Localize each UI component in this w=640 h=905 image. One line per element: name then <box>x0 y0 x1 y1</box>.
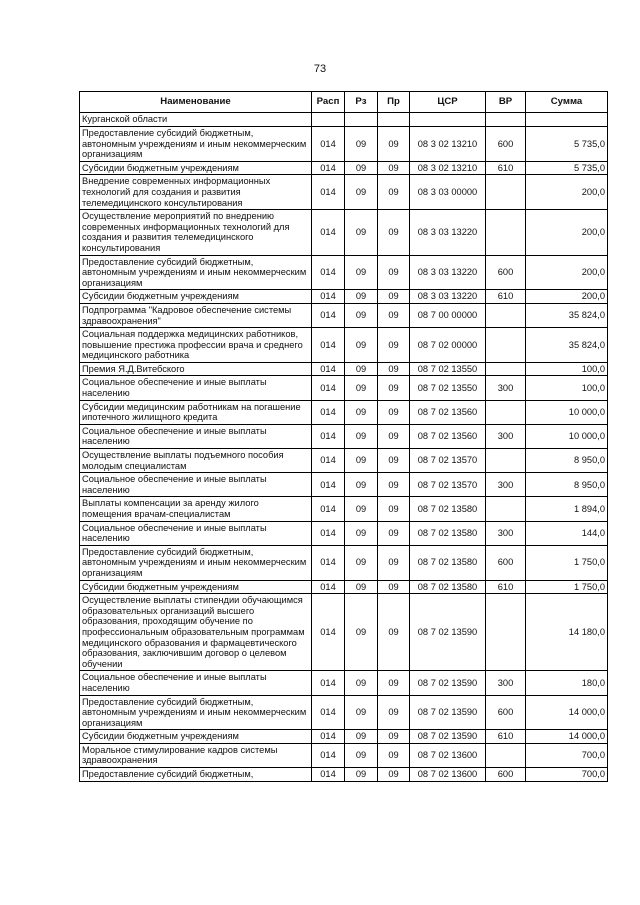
row-csr: 08 7 02 13590 <box>410 594 486 671</box>
row-name: Осуществление мероприятий по внедрению современных информационных технологий для создания и развития телемедицинского консультирования <box>80 210 312 255</box>
table-row <box>80 449 608 473</box>
row-vr: 600 <box>486 768 526 782</box>
row-vr <box>486 113 526 127</box>
row-rasp: 014 <box>312 175 345 210</box>
row-csr: 08 7 02 13550 <box>410 362 486 376</box>
header-vr: ВР <box>486 92 526 113</box>
row-vr: 300 <box>486 424 526 448</box>
row-vr <box>486 210 526 255</box>
row-rasp: 014 <box>312 695 345 730</box>
table-row <box>80 127 608 162</box>
row-sum: 200,0 <box>526 290 608 304</box>
row-csr: 08 3 02 13210 <box>410 127 486 162</box>
row-csr: 08 7 02 13580 <box>410 497 486 521</box>
row-vr <box>486 743 526 767</box>
row-csr: 08 7 02 13550 <box>410 376 486 400</box>
row-vr <box>486 497 526 521</box>
row-rz: 09 <box>345 255 378 290</box>
row-rz: 09 <box>345 671 378 695</box>
row-name: Социальная поддержка медицинских работников, повышение престижа профессии врача и среднего медицинского работника <box>80 328 312 363</box>
row-sum <box>526 113 608 127</box>
header-csr: ЦСР <box>410 92 486 113</box>
row-rasp: 014 <box>312 671 345 695</box>
row-name: Премия Я.Д.Витебского <box>80 362 312 376</box>
row-name: Выплаты компенсации за аренду жилого помещения врачам-специалистам <box>80 497 312 521</box>
row-sum: 35 824,0 <box>526 328 608 363</box>
row-vr <box>486 449 526 473</box>
row-sum: 10 000,0 <box>526 424 608 448</box>
row-rz: 09 <box>345 400 378 424</box>
row-vr <box>486 594 526 671</box>
row-rasp: 014 <box>312 497 345 521</box>
row-csr <box>410 113 486 127</box>
header-rz: Рз <box>345 92 378 113</box>
row-vr <box>486 400 526 424</box>
row-rasp: 014 <box>312 449 345 473</box>
row-pr: 09 <box>378 161 410 175</box>
row-vr <box>486 175 526 210</box>
row-sum: 14 000,0 <box>526 730 608 744</box>
row-rasp: 014 <box>312 768 345 782</box>
row-sum: 700,0 <box>526 768 608 782</box>
row-pr: 09 <box>378 376 410 400</box>
row-rasp: 014 <box>312 743 345 767</box>
table-row <box>80 424 608 448</box>
table-row <box>80 743 608 767</box>
table-row <box>80 175 608 210</box>
row-name: Социальное обеспечение и иные выплаты населению <box>80 671 312 695</box>
row-pr: 09 <box>378 594 410 671</box>
row-sum: 1 750,0 <box>526 545 608 580</box>
table-row <box>80 473 608 497</box>
table-row <box>80 161 608 175</box>
row-sum: 144,0 <box>526 521 608 545</box>
row-sum: 10 000,0 <box>526 400 608 424</box>
row-csr: 08 7 02 13600 <box>410 743 486 767</box>
row-pr: 09 <box>378 175 410 210</box>
row-rz: 09 <box>345 303 378 327</box>
row-rz: 09 <box>345 743 378 767</box>
row-vr: 610 <box>486 730 526 744</box>
row-csr: 08 7 02 13560 <box>410 400 486 424</box>
row-csr: 08 7 02 13580 <box>410 545 486 580</box>
row-name: Предоставление субсидий бюджетным, автономным учреждениям и иным некоммерческим организациям <box>80 695 312 730</box>
row-pr: 09 <box>378 303 410 327</box>
row-rz: 09 <box>345 376 378 400</box>
row-rz: 09 <box>345 580 378 594</box>
row-vr: 600 <box>486 127 526 162</box>
row-sum: 200,0 <box>526 175 608 210</box>
table-row <box>80 113 608 127</box>
budget-table <box>79 91 608 782</box>
row-pr: 09 <box>378 400 410 424</box>
row-rz <box>345 113 378 127</box>
row-pr: 09 <box>378 210 410 255</box>
row-sum: 35 824,0 <box>526 303 608 327</box>
row-csr: 08 7 02 13590 <box>410 730 486 744</box>
row-name: Предоставление субсидий бюджетным, автономным учреждениям и иным некоммерческим организациям <box>80 545 312 580</box>
row-rasp: 014 <box>312 424 345 448</box>
row-rasp: 014 <box>312 730 345 744</box>
row-vr <box>486 303 526 327</box>
row-name: Субсидии бюджетным учреждениям <box>80 580 312 594</box>
row-name: Курганской области <box>80 113 312 127</box>
row-pr: 09 <box>378 730 410 744</box>
row-name: Предоставление субсидий бюджетным, автономным учреждениям и иным некоммерческим организациям <box>80 127 312 162</box>
row-sum: 5 735,0 <box>526 127 608 162</box>
row-rz: 09 <box>345 210 378 255</box>
header-pr: Пр <box>378 92 410 113</box>
row-name: Моральное стимулирование кадров системы здравоохранения <box>80 743 312 767</box>
row-pr: 09 <box>378 768 410 782</box>
row-name: Социальное обеспечение и иные выплаты населению <box>80 376 312 400</box>
row-pr <box>378 113 410 127</box>
row-pr: 09 <box>378 671 410 695</box>
row-rasp: 014 <box>312 594 345 671</box>
row-sum: 100,0 <box>526 362 608 376</box>
row-pr: 09 <box>378 362 410 376</box>
row-csr: 08 7 02 13580 <box>410 521 486 545</box>
row-pr: 09 <box>378 545 410 580</box>
row-rasp: 014 <box>312 210 345 255</box>
row-rasp: 014 <box>312 127 345 162</box>
row-sum: 8 950,0 <box>526 449 608 473</box>
row-sum: 100,0 <box>526 376 608 400</box>
row-pr: 09 <box>378 497 410 521</box>
row-rz: 09 <box>345 449 378 473</box>
row-rasp: 014 <box>312 290 345 304</box>
table-row <box>80 545 608 580</box>
row-sum: 200,0 <box>526 255 608 290</box>
row-rasp: 014 <box>312 400 345 424</box>
row-rz: 09 <box>345 768 378 782</box>
row-rz: 09 <box>345 362 378 376</box>
table-row <box>80 400 608 424</box>
row-pr: 09 <box>378 424 410 448</box>
row-name: Предоставление субсидий бюджетным, автономным учреждениям и иным некоммерческим организациям <box>80 255 312 290</box>
row-pr: 09 <box>378 290 410 304</box>
row-name: Социальное обеспечение и иные выплаты населению <box>80 424 312 448</box>
row-rz: 09 <box>345 730 378 744</box>
row-csr: 08 7 02 13600 <box>410 768 486 782</box>
row-rasp: 014 <box>312 328 345 363</box>
row-sum: 14 000,0 <box>526 695 608 730</box>
row-rz: 09 <box>345 594 378 671</box>
row-rasp: 014 <box>312 580 345 594</box>
header-rasp: Расп <box>312 92 345 113</box>
row-vr <box>486 362 526 376</box>
row-csr: 08 7 02 13570 <box>410 473 486 497</box>
row-csr: 08 7 02 13560 <box>410 424 486 448</box>
header-sum: Сумма <box>526 92 608 113</box>
row-rasp: 014 <box>312 255 345 290</box>
table-row <box>80 362 608 376</box>
row-vr: 300 <box>486 671 526 695</box>
row-rz: 09 <box>345 497 378 521</box>
row-vr: 600 <box>486 255 526 290</box>
row-csr: 08 3 03 13220 <box>410 290 486 304</box>
row-rz: 09 <box>345 473 378 497</box>
table-row <box>80 497 608 521</box>
row-name: Субсидии медицинским работникам на погашение ипотечного жилищного кредита <box>80 400 312 424</box>
row-rz: 09 <box>345 521 378 545</box>
row-sum: 700,0 <box>526 743 608 767</box>
row-sum: 8 950,0 <box>526 473 608 497</box>
row-csr: 08 7 02 13590 <box>410 671 486 695</box>
row-vr: 610 <box>486 580 526 594</box>
row-rasp: 014 <box>312 473 345 497</box>
table-row <box>80 376 608 400</box>
row-csr: 08 3 02 13210 <box>410 161 486 175</box>
row-pr: 09 <box>378 449 410 473</box>
row-pr: 09 <box>378 328 410 363</box>
row-name: Субсидии бюджетным учреждениям <box>80 161 312 175</box>
row-csr: 08 3 03 13220 <box>410 255 486 290</box>
row-vr: 610 <box>486 161 526 175</box>
row-pr: 09 <box>378 127 410 162</box>
row-rasp <box>312 113 345 127</box>
row-name: Осуществление выплаты стипендии обучающимся образовательных организаций высшего образования, проходящим обучение по профессиональным образовательным программам медицинского образования и фармацевтического образования, заключившим договор о целевом обучении <box>80 594 312 671</box>
row-name: Социальное обеспечение и иные выплаты населению <box>80 473 312 497</box>
row-rz: 09 <box>345 424 378 448</box>
header-name: Наименование <box>80 92 312 113</box>
row-name: Предоставление субсидий бюджетным, <box>80 768 312 782</box>
table-row <box>80 695 608 730</box>
table-row <box>80 210 608 255</box>
row-sum: 1 750,0 <box>526 580 608 594</box>
row-pr: 09 <box>378 473 410 497</box>
row-name: Субсидии бюджетным учреждениям <box>80 730 312 744</box>
row-name: Социальное обеспечение и иные выплаты населению <box>80 521 312 545</box>
row-csr: 08 3 03 13220 <box>410 210 486 255</box>
row-pr: 09 <box>378 255 410 290</box>
row-rasp: 014 <box>312 376 345 400</box>
table-row <box>80 594 608 671</box>
row-rz: 09 <box>345 175 378 210</box>
table-row <box>80 768 608 782</box>
row-pr: 09 <box>378 695 410 730</box>
table-row <box>80 730 608 744</box>
row-rasp: 014 <box>312 521 345 545</box>
row-vr: 600 <box>486 545 526 580</box>
row-pr: 09 <box>378 743 410 767</box>
row-rasp: 014 <box>312 362 345 376</box>
row-rz: 09 <box>345 328 378 363</box>
row-rasp: 014 <box>312 161 345 175</box>
row-vr: 300 <box>486 521 526 545</box>
row-csr: 08 3 03 00000 <box>410 175 486 210</box>
row-csr: 08 7 02 13570 <box>410 449 486 473</box>
row-sum: 14 180,0 <box>526 594 608 671</box>
row-sum: 5 735,0 <box>526 161 608 175</box>
row-pr: 09 <box>378 580 410 594</box>
row-name: Внедрение современных информационных технологий для создания и развития телемедицинского консультирования <box>80 175 312 210</box>
row-csr: 08 7 02 13580 <box>410 580 486 594</box>
table-row <box>80 328 608 363</box>
row-vr: 300 <box>486 473 526 497</box>
row-sum: 180,0 <box>526 671 608 695</box>
table-header-row <box>80 92 608 113</box>
row-pr: 09 <box>378 521 410 545</box>
table-row <box>80 580 608 594</box>
page-number: 73 <box>313 63 327 75</box>
row-vr <box>486 328 526 363</box>
row-vr: 610 <box>486 290 526 304</box>
row-rz: 09 <box>345 127 378 162</box>
row-sum: 200,0 <box>526 210 608 255</box>
row-vr: 600 <box>486 695 526 730</box>
row-csr: 08 7 00 00000 <box>410 303 486 327</box>
table-row <box>80 521 608 545</box>
row-vr: 300 <box>486 376 526 400</box>
row-rz: 09 <box>345 695 378 730</box>
row-rasp: 014 <box>312 303 345 327</box>
row-rz: 09 <box>345 161 378 175</box>
row-name: Осуществление выплаты подъемного пособия молодым специалистам <box>80 449 312 473</box>
row-name: Подпрограмма "Кадровое обеспечение системы здравоохранения" <box>80 303 312 327</box>
table-row <box>80 671 608 695</box>
table-row <box>80 303 608 327</box>
table-body <box>80 113 608 782</box>
row-csr: 08 7 02 13590 <box>410 695 486 730</box>
table-row <box>80 255 608 290</box>
table-row <box>80 290 608 304</box>
row-rz: 09 <box>345 545 378 580</box>
row-name: Субсидии бюджетным учреждениям <box>80 290 312 304</box>
row-rasp: 014 <box>312 545 345 580</box>
row-rz: 09 <box>345 290 378 304</box>
row-sum: 1 894,0 <box>526 497 608 521</box>
row-csr: 08 7 02 00000 <box>410 328 486 363</box>
